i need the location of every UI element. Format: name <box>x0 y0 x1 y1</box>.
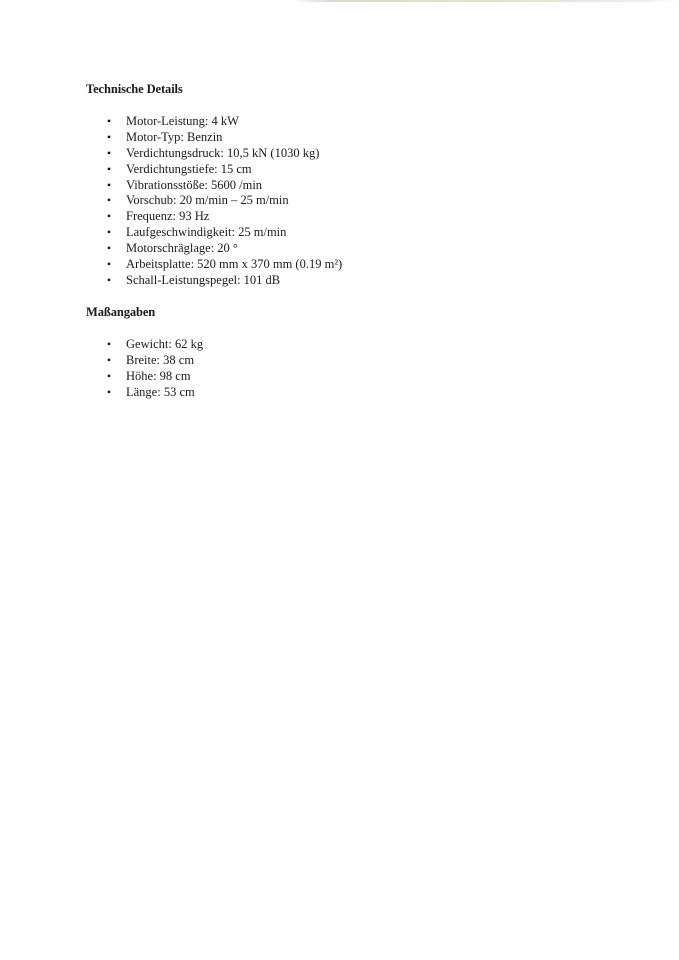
list-item-text: Verdichtungsdruck: 10,5 kN (1030 kg) <box>126 145 320 160</box>
bullet-icon: • <box>106 272 112 287</box>
list-item-text: Breite: 38 cm <box>126 352 195 367</box>
bullet-icon: • <box>106 177 112 192</box>
list-item-text: Frequenz: 93 Hz <box>126 209 210 224</box>
list-item-text: Gewicht: 62 kg <box>126 337 204 351</box>
list-item-text: Höhe: 98 cm <box>126 368 191 383</box>
bullet-icon: • <box>106 225 112 240</box>
bullet-icon: • <box>106 337 112 351</box>
bullet-icon: • <box>106 145 112 160</box>
bullet-icon: • <box>106 352 112 367</box>
list-item-text: Motor-Leistung: 4 kW <box>126 114 239 128</box>
bullet-icon: • <box>106 193 112 208</box>
list-item-text: Verdichtungstiefe: 15 cm <box>126 161 252 176</box>
list-item-text: Vibrationsstöße: 5600 /min <box>126 177 263 192</box>
list-item-text: Schall-Leistungspegel: 101 dB <box>126 272 281 287</box>
bullet-icon: • <box>106 384 112 399</box>
list-item-text: Länge: 53 cm <box>126 384 195 399</box>
bullet-icon: • <box>106 257 112 272</box>
list-item-text: Motorschräglage: 20 ° <box>126 241 238 256</box>
section-heading-dimensions: Maßangaben <box>86 305 156 319</box>
list-item-text: Vorschub: 20 m/min – 25 m/min <box>126 193 289 208</box>
list-item-text: Motor-Typ: Benzin <box>126 129 223 144</box>
bullet-icon: • <box>106 209 112 224</box>
bullet-icon: • <box>106 368 112 383</box>
list-item-text: Laufgeschwindigkeit: 25 m/min <box>126 225 287 240</box>
bullet-icon: • <box>106 241 112 256</box>
section-heading-technical-details: Technische Details <box>86 82 183 96</box>
bullet-icon: • <box>106 161 112 176</box>
list-item-text: Arbeitsplatte: 520 mm x 370 mm (0.19 m²) <box>126 257 343 272</box>
bullet-icon: • <box>106 129 112 144</box>
bullet-icon: • <box>106 114 112 128</box>
